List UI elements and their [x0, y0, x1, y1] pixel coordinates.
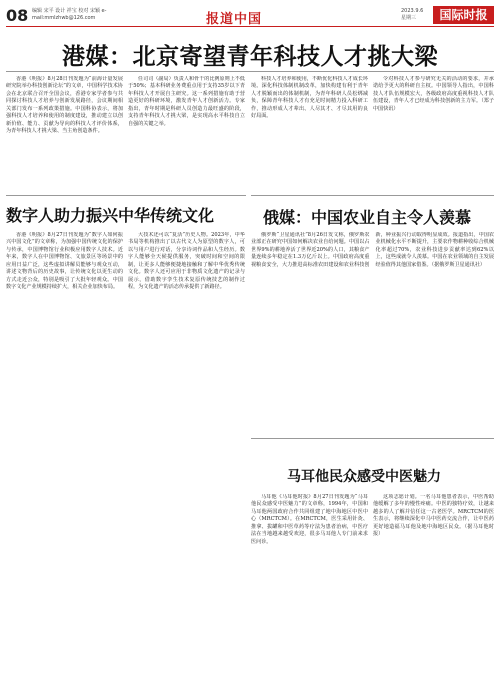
lead-headline: 港媒：北京寄望青年科技人才挑大梁	[62, 44, 438, 70]
issue-date	[401, 8, 423, 22]
editor-info: 编辑 宋平 设计 祥宝 校对 宋颖 e-mail:mmlzhwb@126.com	[32, 8, 107, 21]
hk-article-col1: 香港《明报》8月28日刊发题为“前海计量发展研究院举办科技创新论坛”的文章，中国科学技术协会在北京联合召开全国会议，香港专家学者参与共同探讨科技人才培养与创新发展路径，会议期间相关部门发布一系列政策措施。中国科协表示，将加强科技人才培养和使用的制度建设，推动建立以创新价值、能力、贡献为导向的科技人才评价体系，为青年科技人才挑大梁、当主角创造条件。	[6, 76, 123, 135]
date-text: 2023.9.6	[401, 8, 424, 14]
section-name: 报道中国	[206, 12, 263, 27]
digital-article-col2: 大技术还可以“复活”历史人物。2023年，中华书局等机构推出了以古代文人为原型的数字人，可以与用户进行对话，分享诗词作品和人生经历。数字人能够全天候提供服务，突破时间和空间的限制，让更多人能够便捷地接触和了解中华优秀传统文化。数字人还可应用于非物质文化遗产的记录与展示，借助数字孪生技术复原传统技艺的制作过程，为文化遗产的活态传承提供了新路径。	[128, 232, 245, 291]
agri-headline: 俄媒：中国农业自主令人羡慕	[263, 208, 472, 227]
malta-article-col1: 马耳他《马耳他时报》8月27日刊发题为“马耳他民众感受中医魅力”的文章称，1994年，中国和马耳他两国政府合作共同组建了地中海地区中医中心（MRCTCM）。在MRCTCM，医生采用针灸、推拿、拔罐和中医草药等疗法为患者治病，中医疗法在当地越来越受欢迎，很多马耳他人专门前来求医问诊。	[251, 494, 368, 545]
digital-headline: 数字人助力振兴中华传统文化	[6, 206, 215, 225]
divider	[6, 195, 246, 196]
malta-headline: 马耳他民众感受中医魅力	[287, 469, 441, 485]
malta-article-col2: 这项志愿计划。一名马耳他患者表示，中医帮助他缓解了多年的慢性疼痛。中医的独特疗效，让越来越多的人了解并信任这一古老医学。MRCTCM的医生表示，将继续深化中马中医药交流合作，让中医药更好地造福马耳他及地中海地区民众。（据马耳他时报）	[373, 494, 494, 538]
page-header	[6, 6, 494, 27]
newspaper-logo: 国际时报	[433, 6, 494, 24]
divider	[251, 195, 494, 196]
divider	[251, 438, 494, 439]
hk-article-col4: 令对科技人才参与研究无关的活动的要求，并承诺给予更大的科研自主权。中国领导人指出，中国科技人才队伍规模宏大，各级政府高度重视科技人才队伍建设，青年人才已经成为科技创新的主力军。（郑子 中国快讯）	[373, 76, 494, 112]
hk-article-col2: 任司司（副局）负责人和骨干的比例原则上不低于50%；基本科研业务费重点用于支持35岁以下青年科技人才开展自主研究。这一系列措施有助于营造更好的科研环境，激发青年人才创新活力。专家指出，青年时期是科研人员创造力最旺盛的阶段，支持青年科技人才挑大梁，是实现高水平科技自立自强的关键之举。	[128, 76, 245, 127]
hk-article-col3: 科技人才培养和使用，不断优化科技人才成长环境。深化科技体制机制改革，加快构建有利于青年人才脱颖而出的体制机制，为青年科研人员松绑减负，保障青年科技人才有充足时间精力投入科研工作，推动形成人才辈出、人尽其才、才尽其用的良好局面。	[251, 76, 368, 120]
weekday-text: 星期三	[401, 15, 417, 21]
divider	[6, 71, 494, 72]
digital-article-col1: 香港《明报》8月27日刊发题为“数字人如何振兴中国文化”的文章称，为加强中国传统文化的保护与传承，中国博物馆行业积极应用数字人技术。近年来，数字人在中国博物馆、文旅景区等场景中的应用日益广泛，这些虚拟讲解员能够与观众互动，讲述文物背后的历史故事，让传统文化以更生动的方式走近公众，特别是吸引了大批年轻观众。中国数字文化产业规模持续扩大，相关企业加快布局。	[6, 232, 123, 291]
agri-article: 俄罗斯“卫星通讯社”8月26日发文称，俄罗斯农业部正在研究中国如何解决农业自给问题。中国以占世界9%的耕地养活了世界近20%的人口，其粮食产量连续多年稳定在1.3万亿斤以上。中国政府高度重视粮食安全，大力推进高标准农田建设和农业科技创新，种业振兴行动取得明显成效。报道指出，中国农业机械化水平不断提升，主要农作物耕种收综合机械化率超过70%，农业科技进步贡献率达到62%以上，这些成就令人羡慕。中国在农业领域的自主发展经验值得其他国家借鉴。（据俄罗斯卫星通讯社）	[251, 232, 494, 268]
page-number: 08	[6, 6, 29, 25]
